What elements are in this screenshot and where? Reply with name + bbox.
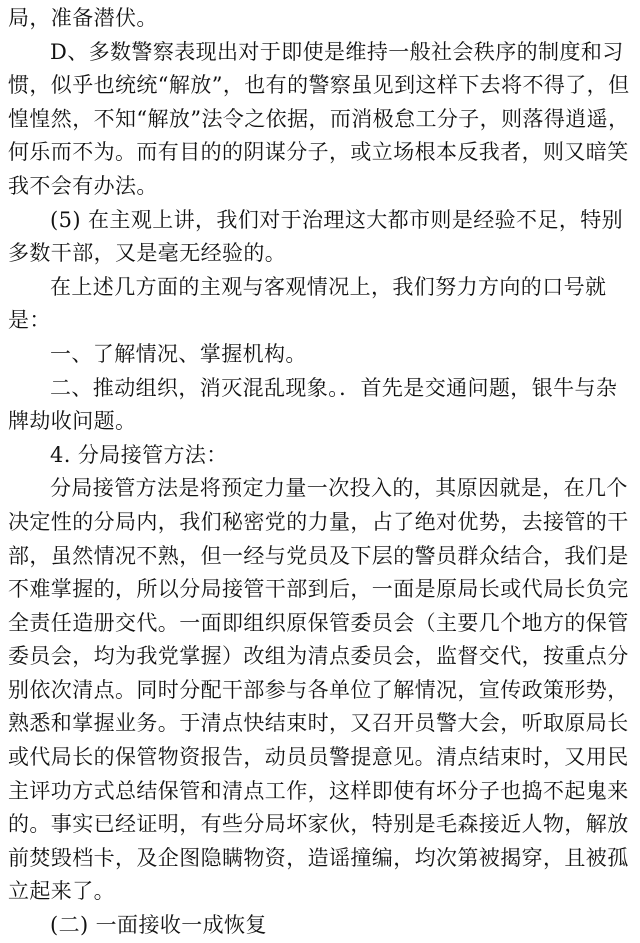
- text-line: 决定性的分局内，我们秘密党的力量，占了绝对优势，去接管的干: [8, 509, 629, 534]
- text-line: 委员会，均为我党掌握）改组为清点委员会，监督交代，按重点分: [8, 644, 629, 669]
- text-line: 主评功方式总结保管和清点工作，这样即使有坏分子也捣不起鬼来: [8, 778, 629, 803]
- text-line: 我不会有办法。: [8, 173, 158, 198]
- text-line: 熟悉和掌握业务。于清点快结束时，又召开员警大会，听取原局长: [8, 711, 629, 736]
- text-line: 在上述几方面的主观与客观情况上，我们努力方向的口号就: [50, 274, 607, 299]
- text-line: 惶惶然，不知“解放”法令之依据，而消极怠工分子，则落得逍遥，: [8, 106, 630, 131]
- text-line: 多数干部，又是毫无经验的。: [8, 241, 287, 266]
- text-line: 局，准备潜伏。: [8, 6, 158, 30]
- text-line: 或代局长的保管物资报告，动员员警提意见。清点结束时，又用民: [8, 745, 629, 770]
- text-line: 二、推动组织，消灭混乱现象。．首先是交通问题，银牛与杂: [50, 375, 618, 400]
- text-line: 别依次清点。同时分配干部参与各单位了解情况，宣传政策形势，: [8, 677, 629, 702]
- text-line: 立起来了。: [8, 879, 115, 904]
- text-line: D、多数警察表现出对于即使是维持一般社会秩序的制度和习: [50, 39, 624, 64]
- text-line: (5) 在主观上讲，我们对于治理这大都市则是经验不足，特别: [50, 207, 624, 232]
- text-line: 何乐而不为。而有目的的阴谋分子，或立场根本反我者，则又暗笑: [8, 140, 629, 165]
- text-line: 前焚毁档卡，及企图隐瞒物资，造谣撞编，均次第被揭穿，且被孤: [8, 845, 629, 870]
- text-line: 不难掌握的，所以分局接管干部到后，一面是原局长或代局长负完: [8, 577, 629, 602]
- text-line: 一、了解情况、掌握机构。: [50, 341, 307, 366]
- text-line: 惯，似乎也统统“解放”，也有的警察虽见到这样下去将不得了，但: [8, 73, 630, 98]
- text-line: 全责任造册交代。一面即组织原保管委员会（主要几个地方的保管: [8, 610, 629, 635]
- text-line: 分局接管方法是将预定力量一次投入的，其原因就是，在几个: [50, 476, 628, 501]
- text-line: 牌劫收问题。: [8, 409, 137, 434]
- section-heading: 4. 分局接管方法：: [50, 442, 228, 467]
- text-line: 的。事实已经证明，有些分局坏家伙，特别是毛森接近人物，解放: [8, 812, 629, 837]
- section-heading: (二) 一面接收一成恢复: [50, 913, 267, 938]
- text-line: 是：: [8, 308, 51, 333]
- text-line: 部，虽然情况不熟，但一经与党员及下层的警员群众结合，我们是: [8, 543, 629, 568]
